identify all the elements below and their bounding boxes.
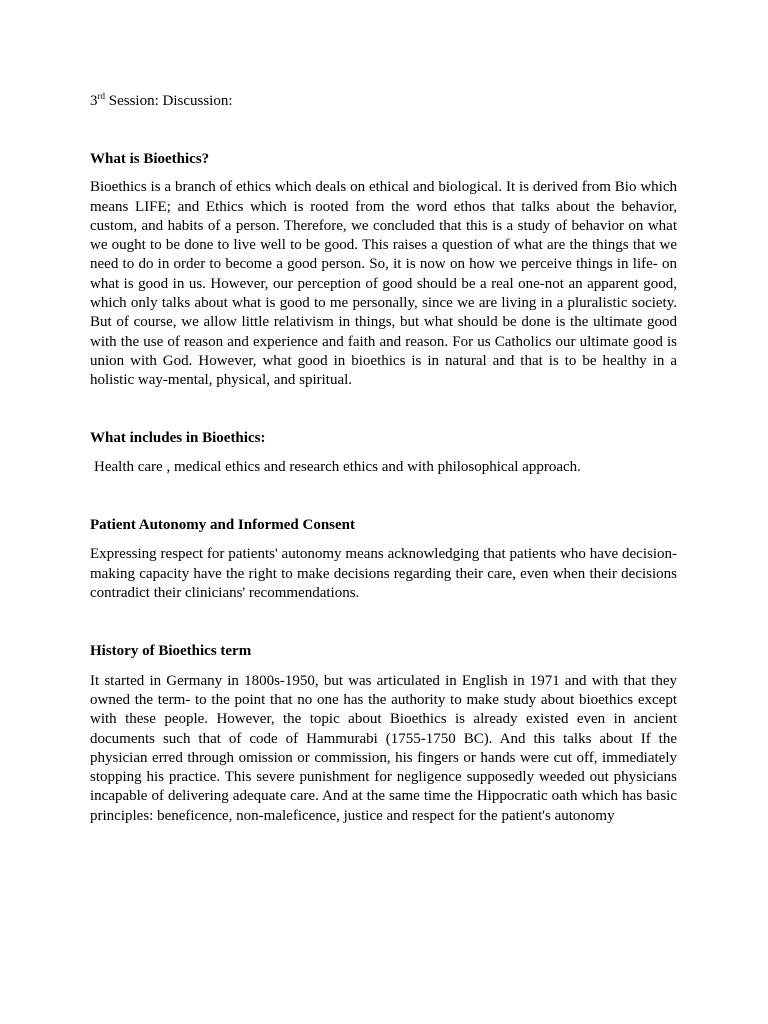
section-heading-history: History of Bioethics term — [90, 643, 252, 660]
session-ordinal-suffix: rd — [97, 91, 105, 101]
session-title — [90, 92, 677, 112]
session-number: 3 — [90, 93, 98, 109]
section-body-patient-autonomy: Expressing respect for patients' autonomy means acknowledging that patients who have decision-making capacity have the right to make decisions regarding their care, even when their decisions contradict their clinicians' recommendations. — [90, 546, 677, 602]
section-heading-patient-autonomy: Patient Autonomy and Informed Consent — [90, 517, 356, 534]
section-heading-what-is-bioethics: What is Bioethics? — [90, 151, 210, 167]
section-heading-what-includes: What includes in Bioethics: — [90, 429, 266, 446]
section-body-what-is-bioethics: Bioethics is a branch of ethics which deals on ethical and biological. It is derived from Bio which means LIFE; and Ethics which is rooted from the word ethos that talks about the behavior, custom, and habits of a person. Therefore, we concluded that this is a study of behavior on what we ought to be done to live well to be good. This raises a question of what are the things that we need to do in order to become a good person. So, it is now on how we perceive things in life- on what is good in us. However, our perception of good should be a real one-not an apparent good, which only talks about what is good to me personally, since we are living in a pluralistic society. But of course, we allow little relativism in things, but what should be done is the ultimate good with the use of reason and experience and faith and reason. For us Catholics our ultimate good is union with God. However, what good in bioethics is in natural and that is to be healthy in a holistic way-mental, physical, and spiritual. — [90, 179, 677, 389]
session-label: Session: Discussion: — [105, 93, 233, 109]
document-body — [90, 92, 677, 826]
section-body-history: It started in Germany in 1800s-1950, but was articulated in English in 1971 and with that they owned the term- to the point that no one has the authority to make study about bioethics except with these people. However, the topic about Bioethics is already existed even in ancient documents such that of code of Hammurabi (1755-1750 BC). And this talks about If the physician erred through omission or commission, his fingers or hands were cut off, immediately stopping his practice. This severe punishment for negligence supposedly weeded out physicians incapable of delivering adequate care. And at the same time the Hippocratic oath which has basic principles: beneficence, non-maleficence, justice and respect for the patient's autonomy — [90, 672, 677, 824]
section-body-what-includes: Health care , medical ethics and research ethics and with philosophical approach. — [94, 458, 581, 475]
